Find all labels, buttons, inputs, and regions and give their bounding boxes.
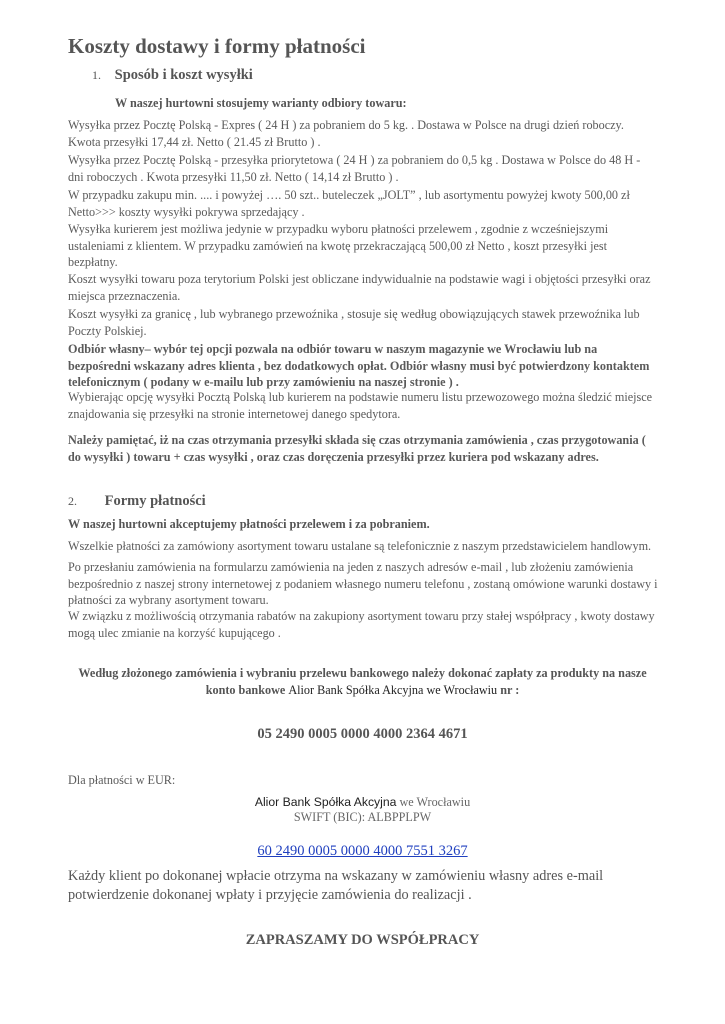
eur-bank-name: Alior Bank Spółka Akcyjna — [254, 795, 397, 809]
payment-confirmation: Każdy klient po dokonanej wpłacie otrzyma na wskazany w zamówieniu własny adres e-mail potwierdzenie dokonanej wpłaty i przyjęcie zamówienia do realizacji . — [68, 868, 604, 903]
bank-transfer-instruction — [40, 665, 685, 698]
delivery-abroad: Koszt wysyłki towaru poza terytorium Polski jest obliczane indywidualnie na podstawie wagi i objętości przesyłki oraz miejsca przeznaczenia. — [68, 272, 651, 303]
section-1-number: 1. — [92, 68, 101, 82]
eur-bank-line — [0, 795, 725, 810]
delivery-free-threshold: W przypadku zakupu min. .... i powyżej …. 50 szt.. buteleczek „JOLT” , lub asortymentu powyżej kwoty 500,00 zł Netto>>> koszty wysyłki pokrywa sprzedający . — [68, 188, 630, 219]
bank-name: Alior Bank Spółka Akcyjna we Wrocławiu — [288, 682, 498, 697]
account-number-eur-wrap — [0, 843, 725, 860]
eur-bank-city: we Wrocławiu — [396, 795, 471, 809]
page-title: Koszty dostawy i formy płatności — [68, 34, 366, 58]
payment-phone: Wszelkie płatności za zamówiony asortyment towaru ustalane są telefonicznie z naszym przedstawicielem handlowym. — [68, 539, 652, 553]
delivery-option-express: Wysyłka przez Pocztę Polską - Expres ( 24 H ) za pobraniem do 5 kg. . Dostawa w Polsce na drugi dzień roboczy. Kwota przesyłki 17,44 zł. Netto ( 21.45 zł Brutto ) . — [68, 118, 624, 149]
section-2-heading — [68, 493, 206, 510]
eur-label: Dla płatności w EUR: — [68, 773, 176, 787]
delivery-pickup: Odbiór własny– wybór tej opcji pozwala na odbiór towaru w naszym magazynie we Wrocławiu lub na bezpośredni wskazany adres klienta , bez dodatkowych opłat. Odbiór własny musi być potwierdzony kontaktem telefonicznym ( podany w e-mailu lub przy zamówieniu na naszej stronie ) . — [68, 342, 650, 389]
payment-discounts: W związku z możliwością otrzymania rabatów na zakupiony asortyment towaru przy stałej współpracy , kwoty dostawy mogą ulec zmianie na korzyść kupującego . — [68, 609, 655, 640]
delivery-option-priority: Wysyłka przez Pocztę Polską - przesyłka priorytetowa ( 24 H ) za pobraniem do 0,5 kg . Dostawa w Polsce do 48 H - dni roboczych . Kwota przesyłki 11,50 zł. Netto ( 14,14 zł Brutto ) . — [68, 153, 641, 184]
delivery-courier: Wysyłka kurierem jest możliwa jedynie w przypadku wyboru płatności przelewem , zgodnie z wcześniejszymi ustaleniami z klientem. W przypadku zamówień na kwotę przekraczającą 500,00 zł Netto , koszt przesyłki jest bezpłatny. — [68, 222, 609, 269]
delivery-tracking: Wybierając opcję wysyłki Pocztą Polską lub kurierem na podstawie numeru listu przewozowego można śledzić miejsce znajdowania się przesyłki na stronie internetowej danego spedytora. — [68, 390, 653, 421]
account-number-eur[interactable]: 60 2490 0005 0000 4000 7551 3267 — [257, 843, 468, 859]
payment-order-process: Po przesłaniu zamówienia na formularzu zamówienia na jeden z naszych adresów e-mail , lub złożeniu zamówienia bezpośrednio z naszej strony internetowej z podaniem własnego numeru telefonu , zostaną omówione warunki dostawy i płatności za wybrany asortyment towaru. — [68, 560, 658, 607]
section-2-title: Formy płatności — [104, 493, 206, 509]
bank-instruction-line-1: Według złożonego zamówienia i wybraniu przelewu bankowego należy dokonać zapłaty za produkty na nasze — [78, 666, 647, 680]
section-1-heading — [92, 67, 253, 84]
delivery-intro: W naszej hurtowni stosujemy warianty odbiory towaru: — [115, 96, 407, 110]
eur-bank-block — [0, 795, 725, 825]
payment-intro: W naszej hurtowni akceptujemy płatności przelewem i za pobraniem. — [68, 517, 430, 531]
closing-invitation: ZAPRASZAMY DO WSPÓŁPRACY — [245, 932, 480, 948]
swift-code: SWIFT (BIC): ALBPPLPW — [293, 810, 432, 824]
bank-instruction-prefix: konto bankowe — [205, 682, 289, 697]
delivery-foreign-carrier: Koszt wysyłki za granicę , lub wybranego przewoźnika , stosuje się według obowiązujących stawek przewoźnika lub Poczty Polskiej. — [68, 307, 640, 338]
bank-instruction-suffix: nr : — [497, 682, 520, 697]
account-number-pln: 05 2490 0005 0000 4000 2364 4671 — [257, 726, 468, 742]
section-2-number: 2. — [68, 494, 77, 508]
bank-instruction-line-2 — [40, 682, 685, 699]
delivery-time-note: Należy pamiętać, iż na czas otrzymania przesyłki składa się czas otrzymania zamówienia , czas przygotowania ( do wysyłki ) towaru + czas wysyłki , oraz czas doręczenia przesyłki przez kuriera pod wskazany adres. — [68, 433, 646, 464]
section-1-title: Sposób i koszt wysyłki — [114, 67, 253, 83]
